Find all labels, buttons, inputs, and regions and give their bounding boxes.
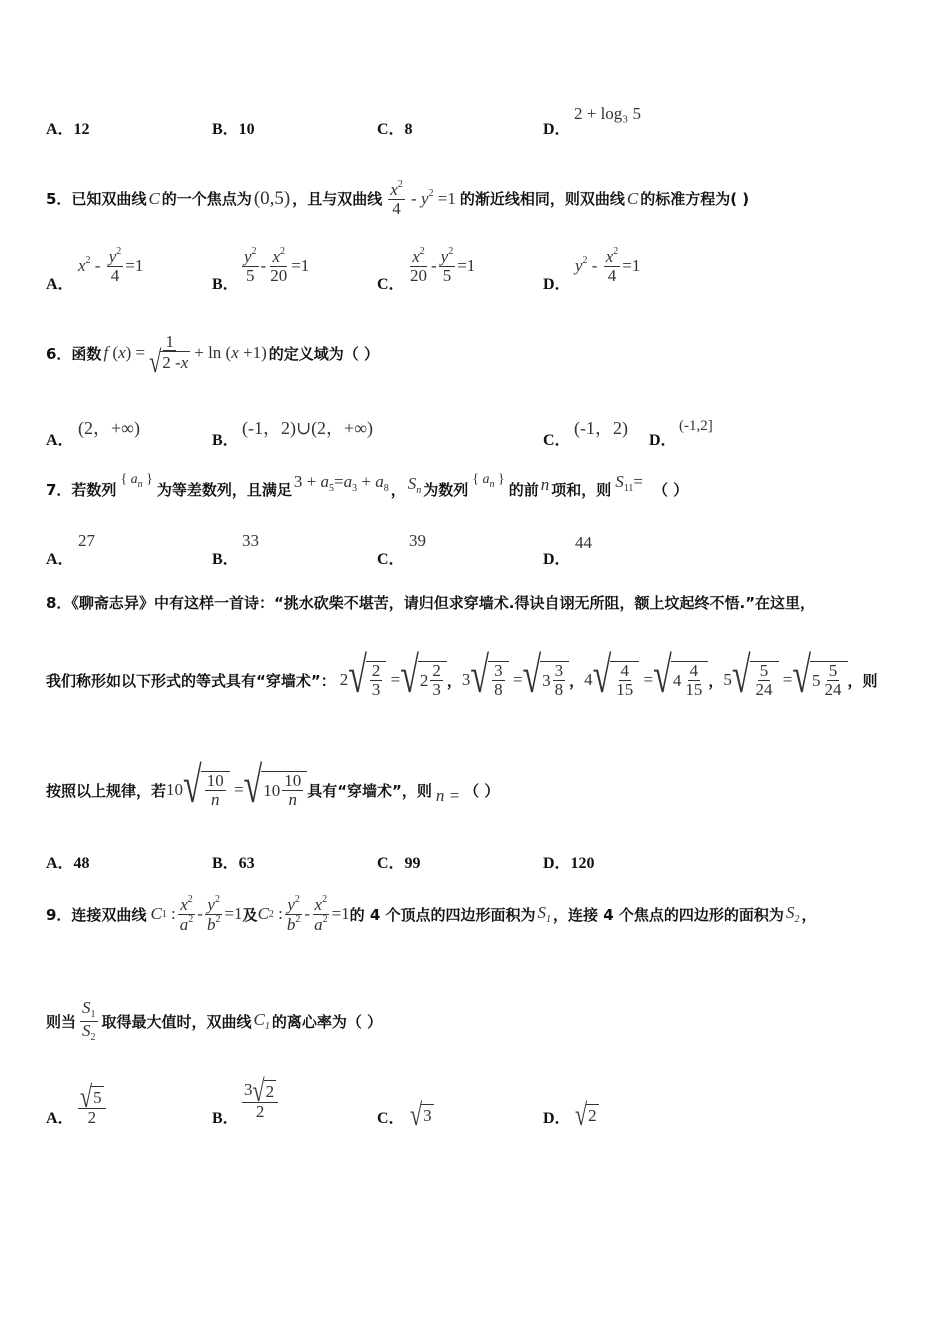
q9-ratio: $\frac{S_1}{S_2}$ <box>82 998 96 1043</box>
q8-line3-mid: 具有“穿墙术”，则 <box>307 781 432 800</box>
q7-option-c-value: 39 <box>409 531 426 550</box>
q5-t5: 的标准方程为( ) <box>640 190 750 209</box>
q9-line2-mid: 取得最大值时，双曲线 <box>101 1012 252 1031</box>
q4-option-d-math: 2 + log₃ 5 <box>574 104 641 123</box>
q5-option-c-math: $\frac{x^2}{20}$ - $\frac{y^2}{5}$ =1 <box>410 246 476 285</box>
q7-option-b-value: 33 <box>242 531 259 550</box>
q9-prefix: 9．连接双曲线 <box>46 905 147 924</box>
q7-prefix: 7．若数列 <box>46 480 117 499</box>
q8-option-a[interactable]: A．48 <box>46 855 90 872</box>
q5-option-b-math: $\frac{y^2}{5}$ - $\frac{x^2}{20}$ =1 <box>244 246 310 285</box>
q8-option-c[interactable]: C．99 <box>377 855 421 872</box>
q9-line2-prefix: 则当 <box>46 1012 77 1031</box>
q7-t3: ， <box>390 480 406 499</box>
q5-given-hyperbola: $\frac{x^2}{4}$ - $y^2 =1$ <box>390 179 456 218</box>
q7-t2: 为等差数列，且满足 <box>156 480 292 499</box>
q8-line2 <box>46 648 878 706</box>
q9-line2-suffix: 的离心率为（ ） <box>271 1012 383 1031</box>
q5-option-b[interactable]: B． <box>212 276 239 293</box>
q7-option-b[interactable]: B． <box>212 551 239 568</box>
q9-hyperbola-c1: C 1 : $\frac{x^2}{a^2}$ - $\frac{y^2}{b^2}$ =1 <box>150 893 243 934</box>
q7-t6: 项和，则 <box>551 480 612 499</box>
q5-option-d[interactable]: D． <box>543 276 571 293</box>
q7-option-c[interactable]: C． <box>377 551 405 568</box>
q6-option-c[interactable]: C． <box>543 432 571 449</box>
q8-example-4: 5 √ $\frac{5}{24}$ = √ 5 $\frac{5}{24}$ <box>723 661 847 699</box>
q9-option-c[interactable]: C． <box>377 1110 405 1127</box>
q4-option-d[interactable]: D． <box>543 121 571 138</box>
q7-option-d-value: 44 <box>575 533 592 552</box>
q7-sequence-1: { $a_n$ } <box>120 472 153 490</box>
q7-option-a-value: 27 <box>78 531 95 550</box>
q9-option-b-math: 3 √ 2 2 <box>240 1080 280 1121</box>
q7-sn: $S_n$ <box>407 474 422 496</box>
q5-focus: (0,5) <box>253 187 291 209</box>
q7-t7: （ ） <box>652 480 689 499</box>
q5-t3: ，且与双曲线 <box>292 190 383 209</box>
q8-example-3: 4 √ $\frac{4}{15}$ = √ 4 $\frac{4}{15}$ <box>584 661 708 699</box>
q6-prefix: 6．函数 <box>46 344 102 363</box>
q6-option-d-math: (-1,2] <box>679 418 713 434</box>
q8-line3-suffix: （ ） <box>464 781 500 800</box>
q9-option-d[interactable]: D． <box>543 1110 571 1127</box>
q7-t4: 为数列 <box>423 480 469 499</box>
q6-option-b[interactable]: B． <box>212 432 239 449</box>
q9-line2 <box>46 994 382 1048</box>
q7-s11: $S_{11}=$ <box>615 472 643 494</box>
q5-stem <box>46 180 749 218</box>
q6-suffix: 的定义域为（ ） <box>268 344 380 363</box>
q5-option-a[interactable]: A． <box>46 276 74 293</box>
q5-c1: C <box>148 188 160 208</box>
q9-s2: $S_2$ <box>785 903 800 925</box>
q8-line2-prefix: 我们称形如以下形式的等式具有“穿墙术”： <box>46 671 336 690</box>
q9-t3: ，连接 4 个焦点的四边形的面积为 <box>553 905 784 924</box>
q5-option-d-math: $y^2$ - $\frac{x^2}{4}$ =1 <box>575 246 641 285</box>
q8-line1: 8．《聊斋志异》中有这样一首诗：“挑水砍柴不堪苦，请归但求穿墙术.得诀自诩无所阻，额上坟起终不悟.”在这里， <box>46 594 816 612</box>
q6-option-d[interactable]: D． <box>649 432 677 449</box>
q4-option-b[interactable]: B．10 <box>212 121 255 138</box>
q9-and: 及 <box>242 905 258 924</box>
q7-sequence-2: { $a_n$ } <box>472 472 505 490</box>
q5-t2: 的一个焦点为 <box>161 190 252 209</box>
q9-t4: ， <box>801 905 817 924</box>
q5-prefix: 5．已知双曲线 <box>46 190 147 209</box>
q8-n-equals: n = <box>435 786 461 805</box>
q6-function: f ( x ) = 1 √ 2 - x + ln ( x +1) <box>103 331 267 380</box>
q5-c2: C <box>626 188 639 208</box>
q5-t4: 的渐近线相同，则双曲线 <box>459 190 625 209</box>
q8-example-2: 3 √ $\frac{3}{8}$ = √ 3 $\frac{3}{8}$ <box>462 661 569 699</box>
q8-sep-1: ， <box>446 671 462 690</box>
q7-condition: $3 + a_5=a_3 + a_8$ <box>293 472 389 494</box>
q7-option-a[interactable]: A． <box>46 551 74 568</box>
q4-option-c[interactable]: C．8 <box>377 121 413 138</box>
q8-option-b[interactable]: B．63 <box>212 855 255 872</box>
q8-line2-suffix: ，则 <box>847 671 878 690</box>
q8-option-d[interactable]: D．120 <box>543 855 595 872</box>
q5-option-c[interactable]: C． <box>377 276 405 293</box>
q7-t5: 的前 <box>508 480 539 499</box>
q9-t2: 的 4 个顶点的四边形面积为 <box>349 905 536 924</box>
q8-sep-2: ， <box>569 671 585 690</box>
q8-line3 <box>46 758 500 816</box>
q9-c1: $C_1$ <box>253 1010 270 1032</box>
q6-option-a[interactable]: A． <box>46 432 74 449</box>
q9-s1: $S_1$ <box>537 903 552 925</box>
q9-option-a[interactable]: A． <box>46 1110 74 1127</box>
q8-condition: 10 √ $\frac{10}{n}$ = √ 10 $\frac{10}{n}$ <box>166 771 307 809</box>
q8-sep-3: ， <box>708 671 724 690</box>
q6-stem <box>46 330 380 380</box>
q9-hyperbola-c2: C 2 : $\frac{y^2}{b^2}$ - $\frac{x^2}{a^2}$ =1 <box>257 893 350 934</box>
q7-stem <box>46 472 689 500</box>
q9-option-a-math: √ 5 2 <box>76 1086 108 1127</box>
q5-option-a-math: $x^2$ - $\frac{y^2}{4}$ =1 <box>78 246 144 285</box>
q9-option-b[interactable]: B． <box>212 1110 239 1127</box>
q6-option-c-math: (-1，2) <box>574 418 628 438</box>
q6-option-a-math: (2，+∞) <box>78 418 140 438</box>
q7-n: n <box>540 475 550 494</box>
q7-option-d[interactable]: D． <box>543 551 571 568</box>
q9-option-c-math: √ 3 <box>410 1096 432 1132</box>
q4-option-a[interactable]: A．12 <box>46 121 90 138</box>
q8-example-1: 2 √ $\frac{2}{3}$ = √ 2 $\frac{2}{3}$ <box>340 661 447 699</box>
q6-option-b-math: (-1，2)∪(2，+∞) <box>242 418 374 438</box>
q9-option-d-math: √ 2 <box>575 1096 597 1132</box>
q8-line3-prefix: 按照以上规律，若 <box>46 781 167 800</box>
q9-line1 <box>46 886 816 942</box>
